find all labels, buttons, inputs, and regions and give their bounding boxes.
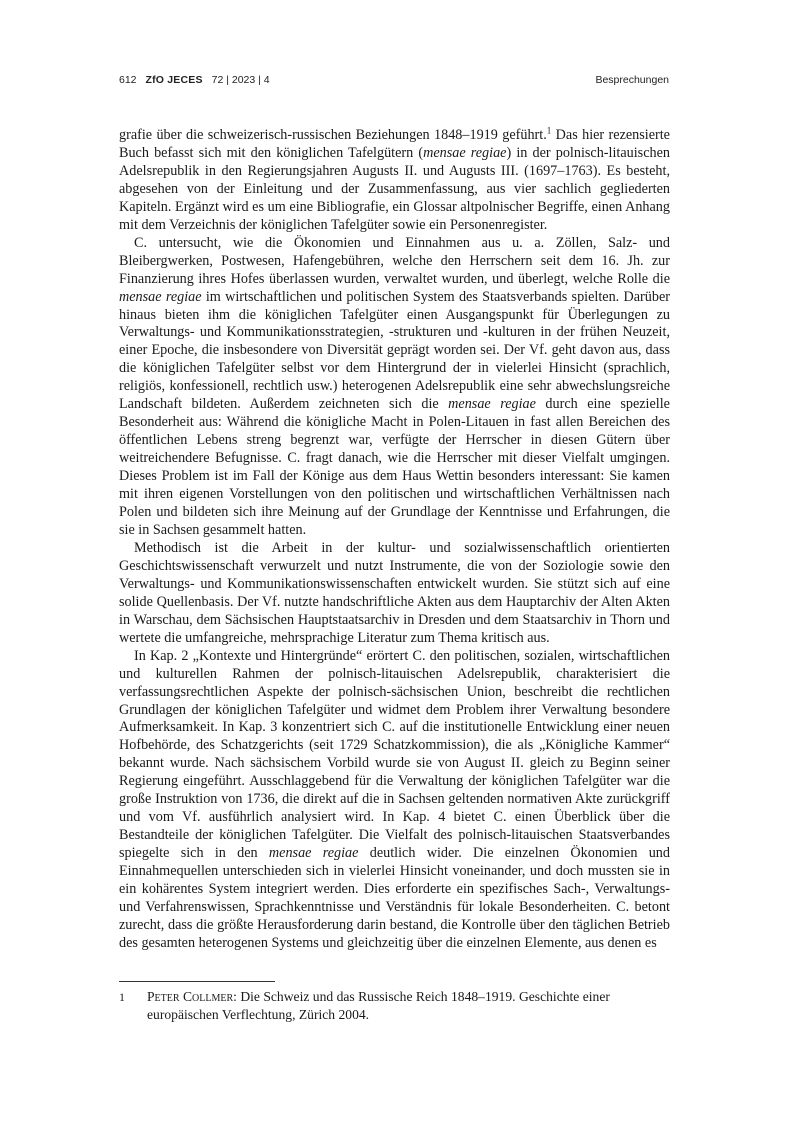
running-header [119, 74, 669, 90]
paragraph-1 [119, 127, 670, 235]
paragraph-3: Methodisch ist die Arbeit in der kultur- und sozialwissenschaftlich orientierten Geschichtswissenschaft verwurzelt und nutzt Instrumente, die von der Soziologie sowie den Verwaltungs- und Kommunikationswissenschaften entwickelt wurden. Sie stützt sich auf eine solide Quellenbasis. Der Vf. nutzte handschriftliche Akten aus dem Hauptarchiv der Alten Akten in Warschau, dem Sächsischen Hauptstaatsarchiv in Dresden und dem Staatsarchiv in Thorn und wertete die umfangreiche, mehrsprachige Literatur zum Thema kritisch aus. [119, 539, 670, 646]
footnote [119, 988, 670, 1024]
section-title: Besprechungen [595, 74, 669, 86]
italic-term: mensae regiae [448, 396, 536, 413]
main-text [119, 127, 670, 953]
text-run: Das hier rezensierte Buch befasst sich mit den königlichen Tafelgütern ( [119, 127, 670, 161]
footnote-divider [119, 981, 275, 982]
footnote-citation: : Die Schweiz und das Russische Reich 1848–1919. Geschichte einer europäischen Verflechtung, Zürich 2004. [147, 989, 610, 1022]
paragraph-2 [119, 235, 670, 540]
text-run: im wirtschaftlichen und politischen System des Staatsverbands spielten. Darüber hinaus bieten ihm die königlichen Tafelgüter einen Ausgangspunkt für Überlegungen zu Verwaltungs- und Kommunikationsstrategien, -strukturen und -kulturen in der frühen Neuzeit, einer Epoche, die insbesondere von Diversität geprägt worden sei. Der Vf. geht davon aus, dass die königlichen Tafelgüter selbst vor dem Hintergrund der in vielerlei Hinsicht (sprachlich, religiös, konfessionell, rechtlich usw.) heterogenen Adelsrepublik eine sehr abwechslungsreiche Landschaft bildeten. Außerdem zeichneten sich die [119, 288, 670, 413]
volume-issue: 72 | 2023 | 4 [211, 74, 270, 86]
header-left [119, 74, 276, 86]
page-number: 612 [119, 74, 137, 86]
footnote-text [147, 988, 670, 1024]
text-run: grafie über die schweizerisch-russischen Beziehungen 1848–1919 geführt. [119, 127, 547, 143]
italic-term: mensae regiae [423, 144, 507, 161]
italic-term: mensae regiae [119, 288, 202, 305]
text-run: In Kap. 2 „Kontexte und Hintergründe“ erörtert C. den politischen, sozialen, wirtschaftlichen und kulturellen Rahmen der polnisch-litauischen Adelsrepublik, charakterisiert die verfassungsrechtlichen Aspekte der polnisch-sächsischen Union, beschreibt die rechtlichen Grundlagen der königlichen Tafelgüter und widmet dem Problem ihrer Verwaltung besondere Aufmerksamkeit. In Kap. 3 konzentriert sich C. auf die institutionelle Entwicklung einer neuen Hofbehörde, des Schatzgerichts (seit 1729 Schatzkommission), die als „Königliche Kammer“ bekannt wurde. Nach sächsischem Vorbild wurde sie von August II. gleich zu Beginn seiner Regierung eingeführt. Ausschlaggebend für die Verwaltung der königlichen Tafelgüter war die große Instruktion von 1736, die direkt auf die in Sachsen geltenden normativen Akte zurückgriff und vom Vf. ausführlich analysiert wird. In Kap. 4 bietet C. einen Überblick über die Bestandteile der königlichen Tafelgüter. Die Vielfalt des polnisch-litauischen Staatsverbandes spiegelte sich in den [119, 647, 670, 862]
italic-term: mensae regiae [268, 845, 359, 862]
footnote-reference[interactable]: 1 [546, 125, 552, 136]
text-run: ) in der polnisch-litauischen Adelsrepublik in den Regierungsjahren Augusts II. und Augusts III. (1697–1763). Es besteht, abgesehen von der Einleitung und der Zusammenfassung, aus vier sachlich gegliederten Kapiteln. Ergänzt wird es um eine Bibliografie, ein Glossar altpolnischer Begriffe, einen Anhang mit dem Verzeichnis der königlichen Tafelgüter sowie ein Personenregister. [119, 144, 670, 233]
footnote-number: 1 [119, 990, 125, 1004]
paragraph-4 [119, 648, 670, 953]
text-run: C. untersucht, wie die Ökonomien und Einnahmen aus u. a. Zöllen, Salz- und Bleibergwerken, Postwesen, Hafengebühren, welche den Herrschern seit dem 16. Jh. zur Finanzierung ihres Hofes überlassen wurden, verwaltet wurden, und überlegt, welche Rolle die [119, 234, 670, 287]
text-run: deutlich wider. Die einzelnen Ökonomien und Einnahmequellen unterschieden sich in vielerlei Hinsicht voneinander, und doch mussten sie in ein kohärentes System integriert werden. Dies erforderte ein spezifisches Sach-, Verwaltungs- und Verfahrenswissen, Sprachkenntnisse und Verständnis für lokale Besonderheiten. C. betont zurecht, dass die größte Herausforderung darin bestand, die Kontrolle über den täglichen Betrieb des gesamten heterogenen Systems und gleichzeitig über die einzelnen Elemente, aus denen es [119, 845, 670, 951]
journal-name: ZfO JECES [145, 74, 203, 86]
text-run: durch eine spezielle Besonderheit aus: Während die königliche Macht in Polen-Litauen in fast allen Bereichen des öffentlichen Lebens streng begrenzt war, verfügte der Herrscher in diesen Gütern über weitreichendere Befugnisse. C. fragt danach, wie die Herrscher mit dieser Vielfalt umgingen. Dieses Problem ist im Fall der Könige aus dem Haus Wettin besonders interessant: Sie kamen mit ihren eigenen Vorstellungen von den politischen und wirtschaftlichen Verhältnissen nach Polen und bildeten sich ihre Meinung auf der Grundlage der Kenntnisse und Erfahrungen, die sie in Sachsen gesammelt hatten. [119, 396, 670, 538]
footnote-author: Peter Collmer [147, 989, 234, 1004]
